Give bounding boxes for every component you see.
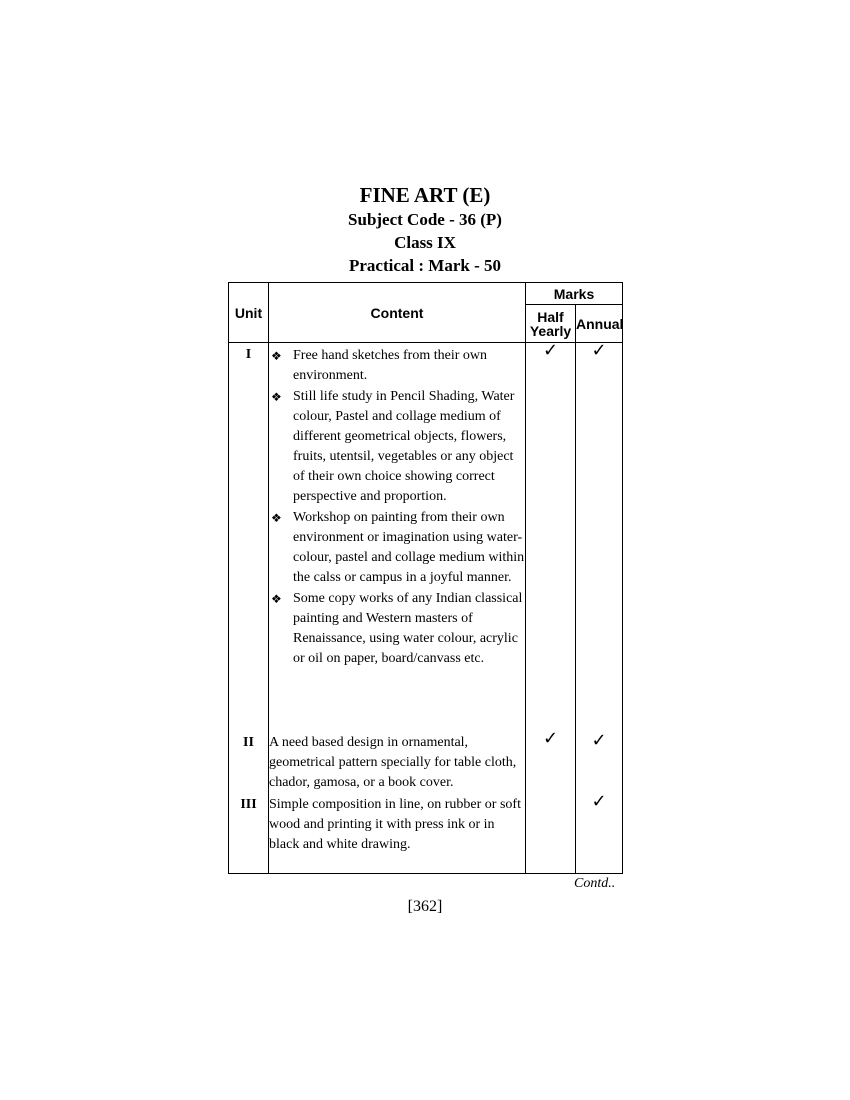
header-annual: Annual [576, 305, 623, 343]
list-item: ❖ Still life study in Pencil Shading, Water colour, Pastel and collage medium of different geometrical objects, flowers, fruits, utentsil, vegetables or any object of their own choice showing correct perspective and proportion. [271, 389, 515, 504]
diamond-bullet-icon: ❖ [271, 390, 282, 404]
diamond-bullet-icon: ❖ [271, 592, 282, 606]
header-marks: Marks [526, 283, 623, 305]
header-content: Content [269, 283, 526, 343]
list-item: ❖ Some copy works of any Indian classical painting and Western masters of Renaissance, using water colour, acrylic or oil on paper, board/canvass etc. [271, 591, 523, 666]
check-icon: ✓ [542, 728, 559, 749]
diamond-bullet-icon: ❖ [271, 349, 282, 363]
annual-column [576, 340, 623, 874]
continued-note: Contd.. [574, 876, 616, 891]
unit-2-text: A need based design in ornamental, geometrical pattern specially for table cloth, chador, gamosa, or a book cover. [269, 735, 517, 790]
syllabus-table [228, 282, 623, 874]
page-number: [362] [407, 898, 443, 915]
unit-3-text: Simple composition in line, on rubber or soft wood and printing it with press ink or in black and white drawing. [269, 797, 521, 852]
check-icon: ✓ [591, 791, 607, 812]
page-title: FINE ART (E) [359, 183, 491, 207]
diamond-bullet-icon: ❖ [271, 511, 282, 525]
check-icon: ✓ [591, 340, 607, 361]
unit-label: II [243, 735, 254, 750]
check-icon: ✓ [591, 730, 607, 751]
class-label: Class IX [394, 233, 456, 252]
unit-column [229, 343, 269, 874]
unit-label: III [240, 797, 257, 812]
header-half-yearly: Half Yearly [526, 305, 576, 343]
list-item: ❖ Free hand sketches from their own environment. [271, 348, 487, 383]
list-item: ❖ Workshop on painting from their own environment or imagination using water-colour, pastel and collage medium within the calss or campus in a joyful manner. [271, 510, 525, 585]
header-unit: Unit [229, 283, 269, 343]
content-column [269, 343, 526, 874]
unit-1-bullets [269, 346, 525, 669]
half-yearly-column [526, 340, 576, 874]
check-icon: ✓ [542, 340, 559, 361]
practical-marks: Practical : Mark - 50 [349, 256, 501, 275]
subject-code: Subject Code - 36 (P) [348, 210, 502, 229]
unit-label: I [245, 347, 252, 362]
